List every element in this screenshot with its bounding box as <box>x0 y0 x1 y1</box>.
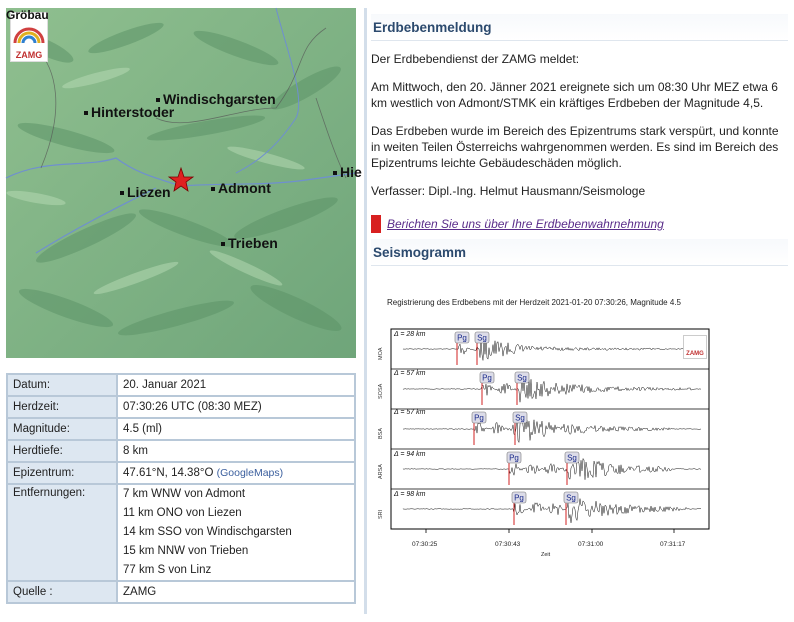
distance-line: 15 km NNW von Trieben <box>123 545 249 557</box>
table-row <box>7 418 355 440</box>
row-value: 8 km <box>117 440 355 462</box>
row-key: Datum: <box>7 374 117 396</box>
table-row <box>7 396 355 418</box>
pg-pick-label: Pg <box>482 373 492 383</box>
report-paragraph: Der Erdbebendienst der ZAMG meldet: <box>371 52 580 66</box>
x-tick-label: 07:31:00 <box>578 541 604 548</box>
distance-line: 7 km WNW von Admont <box>123 488 246 500</box>
row-value: 07:30:26 UTC (08:30 MEZ) <box>117 396 355 418</box>
trace-distance-label: Δ = 28 km <box>394 331 426 338</box>
row-value: 20. Januar 2021 <box>117 374 355 396</box>
report-perception-link[interactable]: Berichten Sie uns über Ihre Erdbebenwahrnehmung <box>387 217 664 231</box>
report-paragraph: Am Mittwoch, den 20. Jänner 2021 ereignete sich um 08:30 Uhr MEZ etwa 6 km westlich von Admont/STMK ein kräftiges Erdbeben der Magnitude 4,5. <box>371 80 778 110</box>
table-row <box>7 440 355 462</box>
trace-distance-label: Δ = 98 km <box>394 491 426 498</box>
place-liezen: Liezen <box>120 184 171 200</box>
place-hie: Hie <box>333 164 362 180</box>
row-value <box>117 462 355 484</box>
pg-pick-label: Pg <box>457 333 467 343</box>
seismogram-logo: ZAMG <box>683 335 707 359</box>
table-row <box>7 462 355 484</box>
row-key: Magnitude: <box>7 418 117 440</box>
place-admont: Admont <box>211 180 271 196</box>
place-hinterstoder: Hinterstoder <box>84 104 174 120</box>
row-value <box>117 484 355 581</box>
sg-pick-label: Sg <box>477 333 487 343</box>
trace-distance-label: Δ = 94 km <box>394 451 426 458</box>
row-key: Herdtiefe: <box>7 440 117 462</box>
x-axis-label: Zeit <box>541 552 551 558</box>
sg-pick-label: Sg <box>567 453 577 463</box>
map-terrain <box>6 8 356 358</box>
section-title: Seismogramm <box>371 239 788 266</box>
earthquake-info-table <box>6 373 356 604</box>
seismogram <box>371 295 716 567</box>
station-label: ARSA <box>378 464 384 479</box>
epicenter-map <box>6 8 362 358</box>
sg-pick-label: Sg <box>517 373 527 383</box>
distance-line: 14 km SSO von Windischgarsten <box>123 526 292 538</box>
sg-pick-label: Sg <box>515 413 525 423</box>
table-row <box>7 374 355 396</box>
station-label: MOA <box>378 347 384 360</box>
row-key: Entfernungen: <box>7 484 117 581</box>
column-divider <box>364 8 367 614</box>
distance-line: 77 km S von Linz <box>123 564 212 576</box>
row-value: ZAMG <box>117 581 355 603</box>
row-key: Herdzeit: <box>7 396 117 418</box>
pg-pick-label: Pg <box>509 453 519 463</box>
x-tick-label: 07:31:17 <box>660 541 686 548</box>
trace-distance-label: Δ = 57 km <box>394 370 426 377</box>
report-paragraph: Das Erdbeben wurde im Bereich des Epizentrums stark verspürt, und konnte in weiten Teilen Österreichs wahrgenommen werden. Es sind im Bereich des Epizentrums leichte Gebäudeschäden möglich. <box>371 124 779 170</box>
logo-text: ZAMG <box>15 50 43 60</box>
seismogram-caption: Registrierung des Erdbebens mit der Herdzeit 2021-01-20 07:30:26, Magnitude 4.5 <box>387 298 681 307</box>
x-tick-label: 07:30:43 <box>495 541 521 548</box>
row-key: Epizentrum: <box>7 462 117 484</box>
section-title: Erdbebenmeldung <box>371 14 788 41</box>
epicenter-coordinates: 47.61°N, 14.38°O <box>123 467 214 479</box>
report-column <box>371 14 788 266</box>
pg-pick-label: Pg <box>514 493 524 503</box>
table-row <box>7 581 355 603</box>
place-trieben: Trieben <box>221 235 278 251</box>
report-paragraph: Verfasser: Dipl.-Ing. Helmut Hausmann/Seismologe <box>371 184 646 198</box>
pg-pick-label: Pg <box>474 413 484 423</box>
googlemaps-link[interactable]: (GoogleMaps) <box>216 467 284 479</box>
report-link-box <box>371 215 788 233</box>
row-key: Quelle : <box>7 581 117 603</box>
row-value: 4.5 (ml) <box>117 418 355 440</box>
station-label: BSA <box>378 427 384 439</box>
distance-line: 11 km ONO von Liezen <box>123 507 242 519</box>
table-row <box>7 484 355 581</box>
place-windischgarsten: Windischgarsten <box>156 91 276 107</box>
report-text <box>371 51 788 199</box>
trace-distance-label: Δ = 57 km <box>394 409 426 416</box>
sg-pick-label: Sg <box>566 493 576 503</box>
station-label: SOSA <box>378 383 384 399</box>
x-tick-label: 07:30:25 <box>412 541 438 548</box>
station-label: SRI <box>378 509 384 519</box>
place-label: Gröbau <box>6 8 49 22</box>
